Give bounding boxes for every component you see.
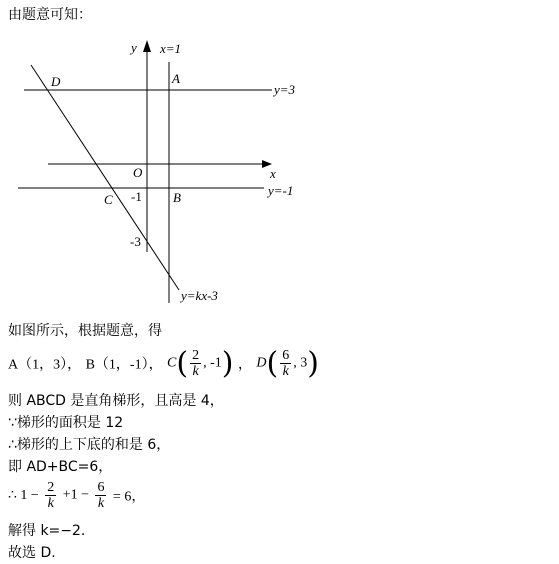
point-C-label: C bbox=[167, 355, 177, 371]
solution-line-3: 则 ABCD 是直角梯形，且高是 4， bbox=[8, 393, 224, 409]
paren-open-D: ( bbox=[266, 346, 279, 381]
paren-open-C: ( bbox=[176, 346, 189, 381]
label-point-C: C bbox=[104, 192, 113, 207]
label-y-eq-neg1: y=-1 bbox=[268, 183, 294, 198]
equation-mid: +1 − bbox=[62, 487, 90, 503]
header-text: 由题意可知： bbox=[8, 7, 92, 23]
label-origin: O bbox=[133, 165, 143, 180]
line-y-kx-3 bbox=[31, 65, 179, 290]
fraction-C-num: 2 bbox=[192, 348, 200, 363]
label-y-axis: y bbox=[131, 40, 137, 55]
solution-line-4: ∵梯形的面积是 12 bbox=[8, 415, 124, 431]
solution-intro: 如图所示，根据题意，得 bbox=[8, 323, 162, 339]
fraction-C-den: k bbox=[192, 364, 199, 379]
equation-num-1: 2 bbox=[47, 480, 55, 495]
point-D-label: D bbox=[256, 355, 267, 371]
equation-fraction-1 bbox=[45, 480, 56, 511]
fraction-D bbox=[280, 348, 291, 379]
point-separator: ， bbox=[237, 357, 252, 373]
fraction-C bbox=[190, 348, 201, 379]
paren-close-D: ) bbox=[307, 346, 319, 381]
fraction-D-num: 6 bbox=[282, 348, 290, 363]
label-x-axis: x bbox=[270, 166, 276, 181]
equation-den-2: k bbox=[97, 496, 105, 511]
point-C-tail: , -1 bbox=[203, 355, 222, 371]
label-point-B: B bbox=[173, 190, 181, 205]
solution-line-5: ∴梯形的上下底的和是 6， bbox=[8, 437, 171, 453]
equation-den-1: k bbox=[47, 496, 54, 511]
label-tick-neg1: -1 bbox=[131, 189, 142, 204]
paren-close-C: ) bbox=[221, 346, 234, 381]
solution-line-8: 解得 k=−2. bbox=[8, 523, 86, 539]
point-D-tail: , 3 bbox=[293, 355, 308, 371]
solution-line-9: 故选 D. bbox=[8, 545, 56, 561]
fraction-D-den: k bbox=[282, 364, 289, 379]
coordinate-figure bbox=[0, 30, 559, 340]
equation-post: = 6， bbox=[112, 489, 146, 505]
equation-num-2: 6 bbox=[97, 480, 105, 495]
equation-fraction-2 bbox=[95, 480, 106, 511]
points-row bbox=[8, 346, 319, 384]
label-point-A: A bbox=[172, 71, 180, 86]
label-point-D: D bbox=[51, 74, 61, 89]
label-y-eq-3: y=3 bbox=[274, 82, 296, 97]
equation-pre: ∴ 1 − bbox=[8, 488, 39, 503]
solution-line-6: 即 AD+BC=6， bbox=[8, 459, 113, 475]
label-tick-neg3: -3 bbox=[130, 234, 141, 249]
y-axis-arrow bbox=[143, 40, 151, 52]
point-A-text: A（1，3）， bbox=[8, 357, 82, 373]
label-line-eq: y=kx-3 bbox=[181, 288, 218, 303]
equation-row bbox=[8, 480, 145, 518]
point-B-text: B（1，-1）， bbox=[85, 357, 163, 373]
label-x-eq-1: x=1 bbox=[160, 41, 182, 56]
